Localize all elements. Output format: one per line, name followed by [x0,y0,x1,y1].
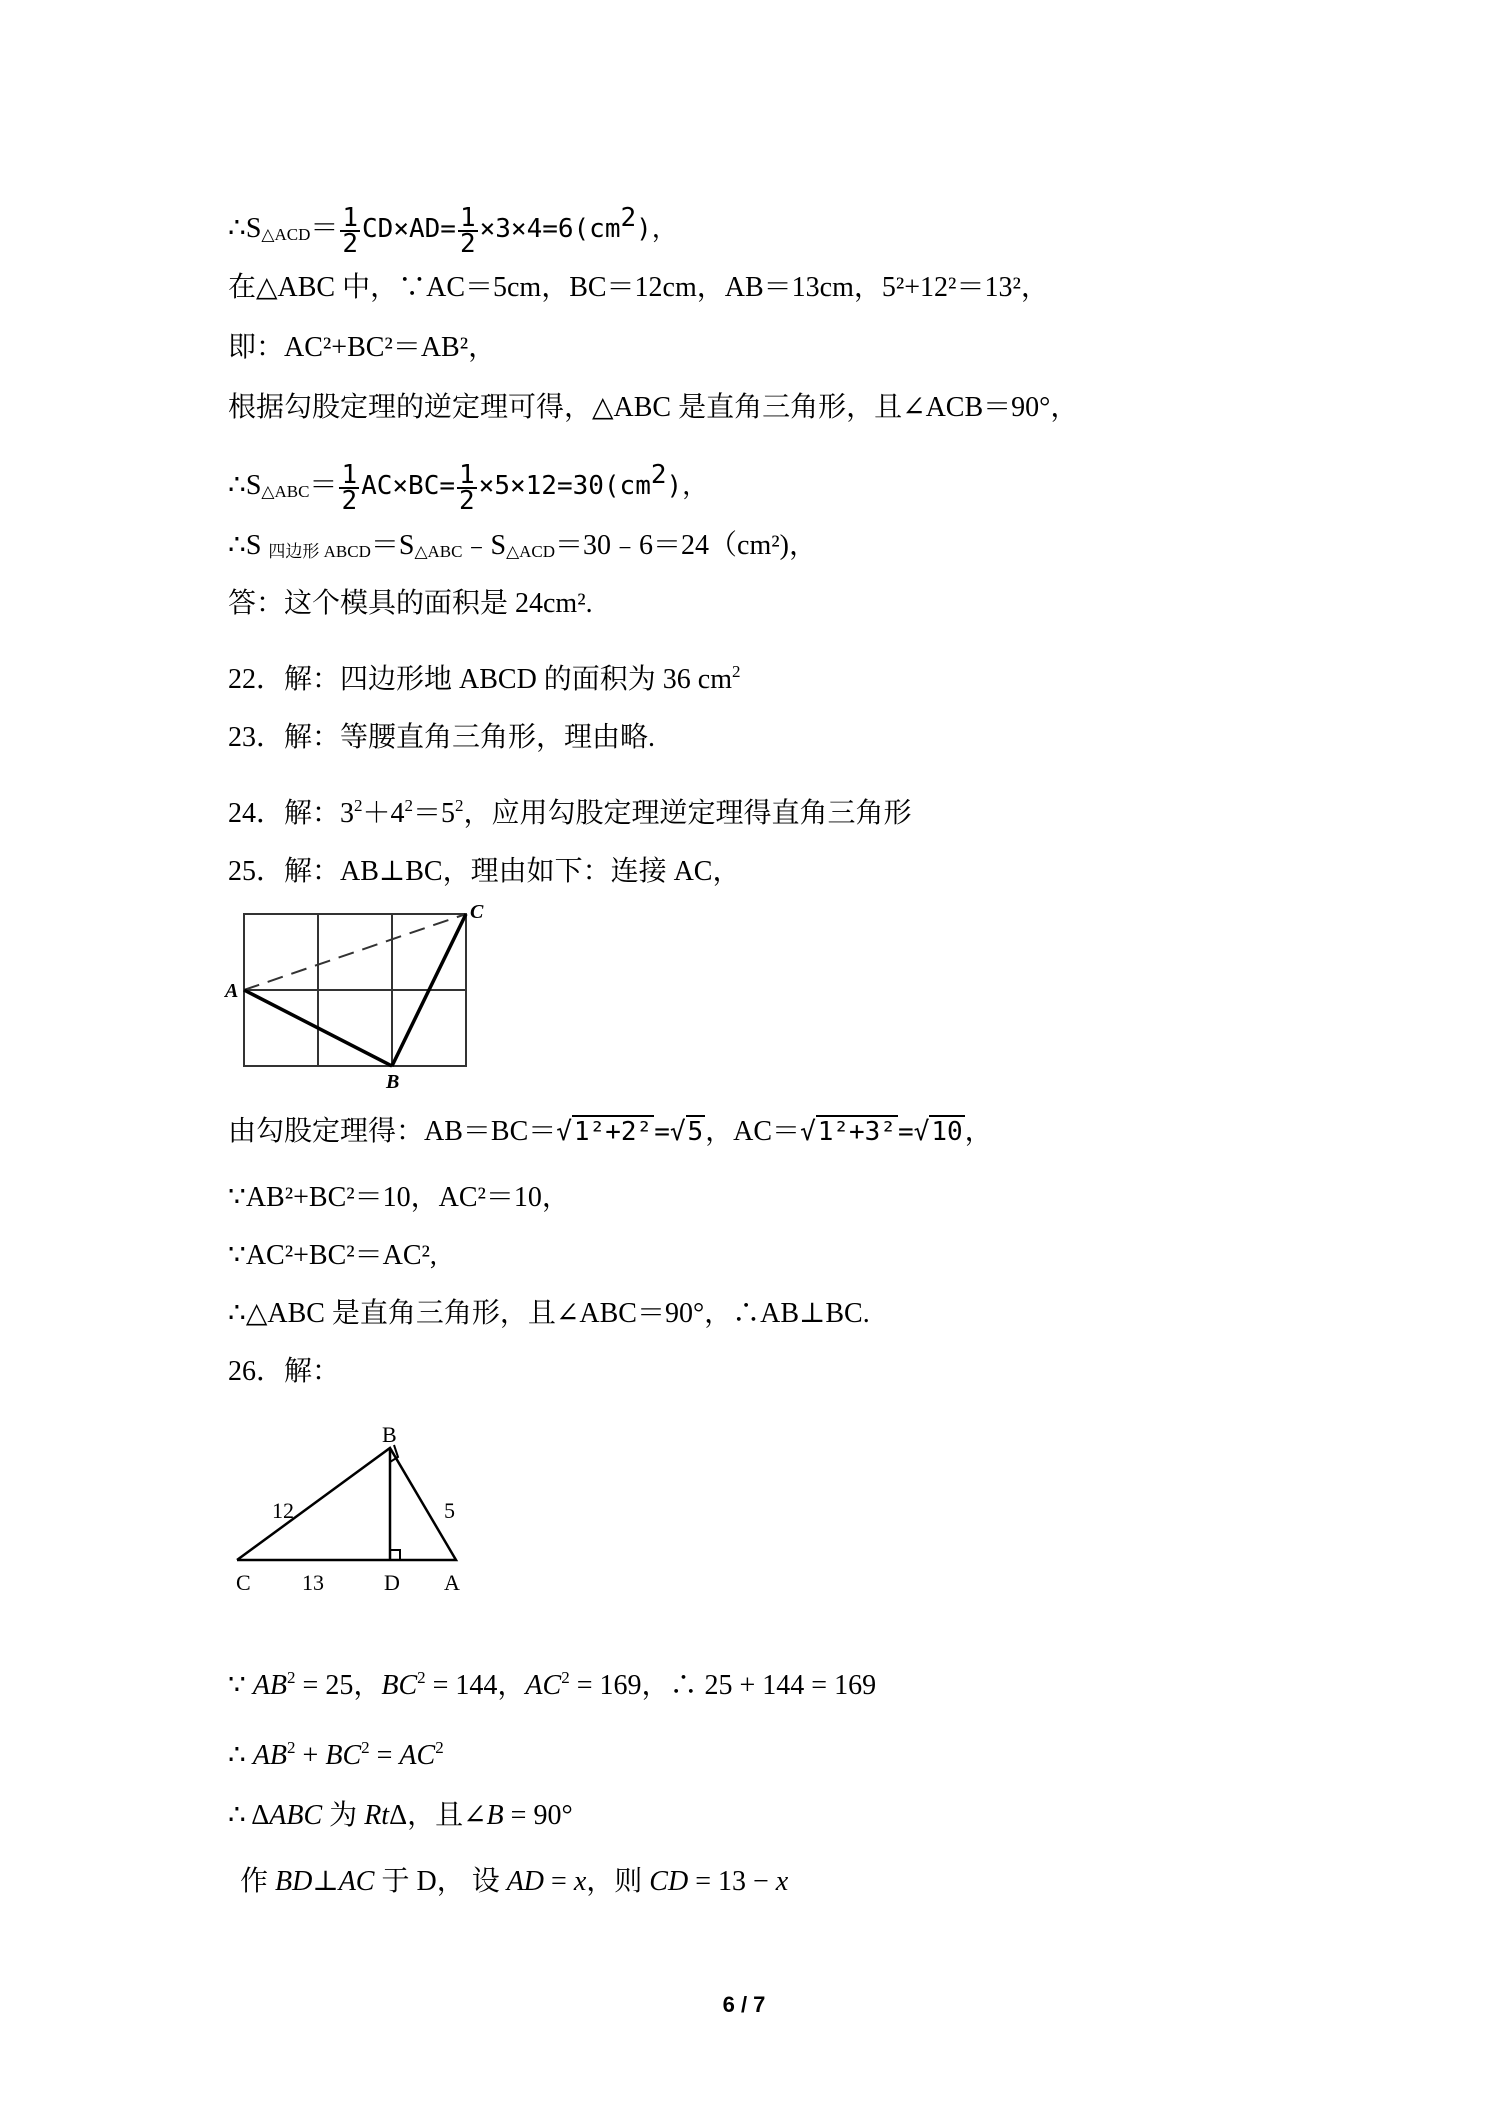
line-squares: ∵ $AB^2 = 25$，$BC^2 = 144$，$AC^2 = 169$，∴ 25 + 144 = 169 [228,1668,877,1701]
line-area-abc: ∴S△ABC＝ $\frac{1}{2}$ AC×BC= $\frac{1}{2}$ ×5×12=30(cm2)， [228,459,709,516]
line-26: 26．解： [228,1356,341,1387]
label-b: B [386,1071,400,1092]
line-pythagoras: 由勾股定理得：AB＝BC＝√1²+2²=√5，AC＝√1²+3²=√10， [228,1116,993,1147]
label-5: 5 [444,1498,455,1523]
line-right-triangle: ∴ ΔABC 为 RtΔ，且∠B = 90° [228,1800,573,1831]
label-c: C [236,1570,251,1595]
line-2: 在△ABC 中，∵AC＝5cm，BC＝12cm，AB＝13cm，5²+12²＝13²， [228,272,1049,303]
line-24: 24．解：$3^2+4^2=5^2$，应用勾股定理逆定理得直角三角形 [228,796,912,829]
grid-figure [220,900,490,1092]
line-14: ∵AC²+BC²＝AC², [228,1240,437,1271]
label-d: D [384,1570,400,1595]
label-a: A [225,980,239,1002]
line-25: 25．解：AB⊥BC，理由如下：连接 AC， [228,856,741,887]
line-area-abcd: ∴S 四边形 ABCD＝S△ABC﹣S△ACD＝30﹣6＝24（cm²)， [228,530,817,561]
line-13: ∵AB²+BC²＝10，AC²＝10， [228,1182,570,1213]
line-3: 即：AC²+BC²＝AB²， [228,332,497,363]
triangle-figure [220,1418,480,1598]
page-number: 6 / 7 [722,1992,766,2017]
label-a: A [444,1570,460,1595]
line-15: ∴△ABC 是直角三角形，且∠ABC＝90°，∴AB⊥BC. [228,1298,870,1329]
label-13: 13 [302,1570,324,1595]
line-4: 根据勾股定理的逆定理可得，△ABC 是直角三角形，且∠ACB＝90°， [228,392,1079,423]
line-sum: ∴ $AB^2 + BC^2 = AC^2$ [228,1738,444,1771]
label-b: B [382,1422,397,1447]
label-c: C [470,901,484,923]
label-12: 12 [272,1498,294,1523]
line-23: 23．解：等腰直角三角形，理由略. [228,722,656,753]
line-22: 22．解：四边形地 ABCD 的面积为 36 $cm^2$ [228,662,741,695]
line-answer: 答：这个模具的面积是 24cm². [228,588,593,619]
line-area-acd: ∴S△ACD＝ $\frac{1}{2}$ CD×AD= $\frac{1}{2}$ ×3×4=6(cm2)， [228,202,678,259]
line-construction: 作 BD⊥AC 于 D， 设 AD = x，则 CD = 13 − x [240,1866,789,1897]
